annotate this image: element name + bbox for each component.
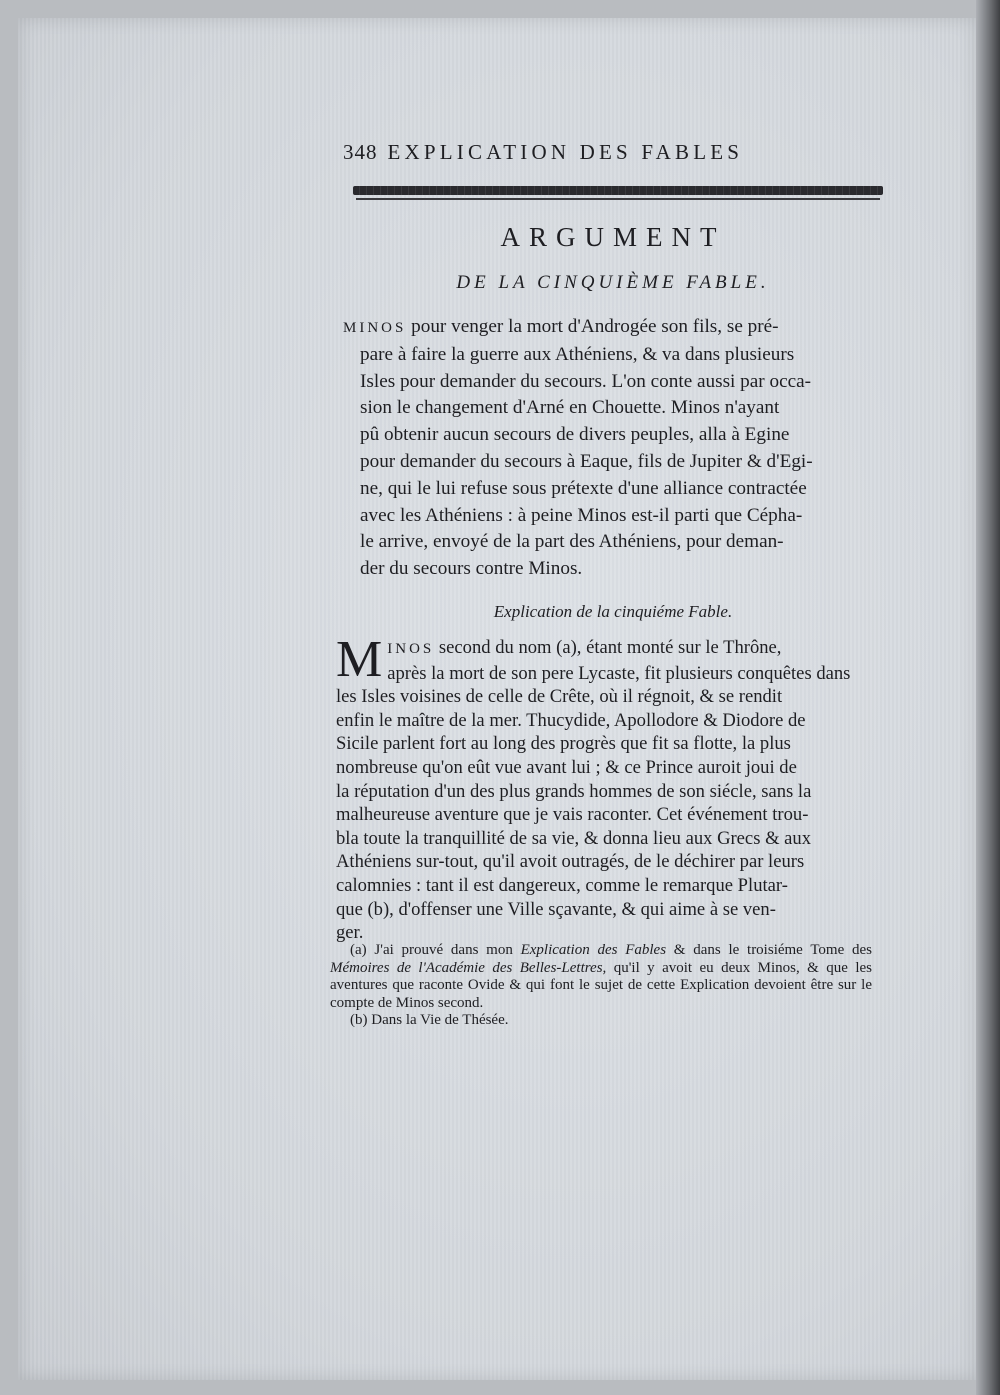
- ornamental-rule: [353, 186, 883, 195]
- body-line: la réputation d'un des plus grands hommes de son siécle, sans la: [336, 780, 812, 802]
- footnote-a-italic-1: Explication des Fables: [520, 942, 667, 958]
- argument-first-line-text: pour venger la mort d'Androgée son fils, se pré-: [411, 316, 779, 337]
- argument-title: ARGUMENT: [500, 222, 726, 252]
- explication-body: [336, 631, 876, 945]
- body-line: bla toute la tranquillité de sa vie, & donna lieu aux Grecs & aux: [336, 827, 812, 849]
- argument-line: sion le changement d'Arné en Chouette. Minos n'ayant: [360, 397, 780, 419]
- footnote-a-text-3: qu'il y avoit eu deux Minos, & que les aventures que raconte Ovide & qui font le sujet de cette Explication devoient être sur le compte de Minos second.: [330, 959, 872, 1011]
- argument-line: avec les Athéniens : à peine Minos est-il parti que Cépha-: [360, 504, 803, 526]
- argument-line: der du secours contre Minos.: [360, 558, 583, 580]
- body-line: Athéniens sur-tout, qu'il avoit outragés, de le déchirer par leurs: [336, 851, 805, 873]
- body-line: les Isles voisines de celle de Crête, où il régnoit, & se rendit: [336, 686, 783, 708]
- running-head: [343, 140, 833, 165]
- body-line: ger.: [336, 922, 364, 944]
- thin-rule: [356, 198, 880, 200]
- footnote-a-marker: (a): [350, 942, 367, 958]
- body-line: Sicile parlent fort au long des progrès que fit sa flotte, la plus: [336, 733, 791, 755]
- explication-title: Explication de la cinquiéme Fable.: [493, 602, 733, 621]
- body-first-line-text: second du nom (a), étant monté sur le Thrône,: [438, 637, 782, 658]
- argument-lead-word: MINOS: [343, 320, 407, 336]
- footnote-a: [330, 942, 872, 1012]
- argument-first-line: [343, 314, 885, 342]
- argument-line: pû obtenir aucun secours de divers peuples, alla à Egine: [360, 424, 790, 446]
- footnote-a-italic-2: Mémoires de l'Académie des Belles-Lettres,: [330, 959, 607, 976]
- footnote-a-text-1: J'ai prouvé dans mon: [374, 942, 513, 958]
- footnote-a-text-2: & dans le troisiéme Tome des: [673, 942, 872, 958]
- argument-paragraph: [343, 314, 885, 583]
- argument-line: ne, qui le lui refuse sous prétexte d'une alliance contractée: [360, 477, 807, 499]
- drop-cap: M: [336, 631, 384, 688]
- footnotes: [330, 942, 872, 1030]
- body-line: enfin le maître de la mer. Thucydide, Apollodore & Diodore de: [336, 709, 806, 731]
- page-number: 348: [343, 140, 378, 164]
- body-line: malheureuse aventure que je vais raconter. Cet événement trou-: [336, 804, 809, 826]
- body-first-line: [336, 636, 876, 662]
- footnote-b-marker: (b): [350, 1012, 368, 1028]
- body-line: que (b), d'offenser une Ville sçavante, & qui aime à se ven-: [336, 898, 776, 920]
- body-line: calomnies : tant il est dangereux, comme le remarque Plutar-: [336, 874, 788, 896]
- body-line: nombreuse qu'on eût vue avant lui ; & ce Prince auroit joui de: [336, 756, 797, 778]
- body-line: après la mort de son pere Lycaste, fit plusieurs conquêtes dans: [387, 662, 851, 684]
- footnote-b: [330, 1012, 872, 1030]
- book-spine-edge: [976, 0, 1000, 1395]
- argument-line: pour demander du secours à Eaque, fils de Jupiter & d'Egi-: [360, 450, 813, 472]
- argument-subtitle: DE LA CINQUIÈME FABLE.: [456, 272, 770, 293]
- argument-line: pare à faire la guerre aux Athéniens, & va dans plusieurs: [360, 343, 795, 365]
- footnote-b-text: Dans la Vie de Thésée.: [371, 1012, 509, 1028]
- running-head-title: EXPLICATION DES FABLES: [387, 140, 744, 164]
- argument-line: Isles pour demander du secours. L'on conte aussi par occa-: [360, 370, 812, 392]
- body-small-caps: INOS: [387, 641, 435, 657]
- argument-line: le arrive, envoyé de la part des Athéniens, pour deman-: [360, 531, 784, 553]
